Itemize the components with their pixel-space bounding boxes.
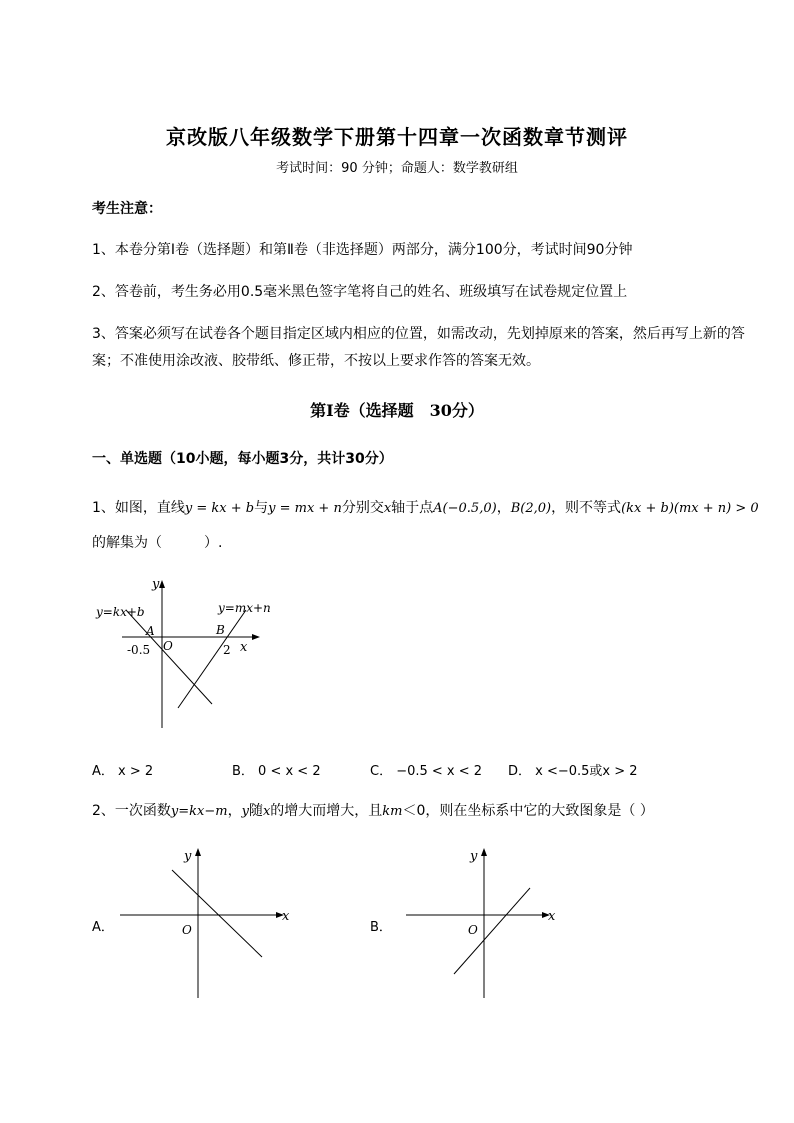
- q1-two-label: 2: [223, 643, 231, 657]
- q1-mid2: 分别交: [341, 500, 384, 516]
- q1-inequality: (kx + b)(mx + n) > 0: [621, 501, 759, 516]
- q1-point-a: A(−0.5,0): [433, 501, 497, 516]
- q1-option-c: C． −0.5 < x < 2: [370, 764, 483, 779]
- q1-x-arrow: [252, 634, 260, 640]
- q2a-y-label: y: [184, 849, 192, 864]
- q1-xvar: x: [383, 501, 392, 516]
- q1-option-b: B． 0 < x < 2: [232, 764, 321, 779]
- q1-eq1: y = kx + b: [184, 501, 255, 516]
- q2-prefix: 2、一次函数: [92, 803, 171, 819]
- q1-line-mxn: [178, 610, 246, 708]
- notice-item-2: 2、答卷前，考生务必用0.5毫米黑色签字笔将自己的姓名、班级填写在试卷规定位置上: [92, 284, 628, 300]
- q2-xvar: x: [262, 804, 271, 819]
- q2-graph-b: [398, 842, 588, 1002]
- q2b-line: [454, 888, 530, 974]
- q1-line2-label: y=mx+n: [218, 601, 271, 615]
- q1-point-b-label: B: [216, 623, 225, 637]
- q2-mid3: 的增大而增大，且: [270, 803, 383, 819]
- part-heading: 一、单选题（10小题，每小题3分，共计30分）: [92, 451, 393, 467]
- q2b-origin-label: O: [468, 923, 478, 937]
- q2b-x-label: x: [548, 909, 556, 924]
- q2-mid2: 随: [248, 803, 263, 819]
- q1-line-kxb: [126, 610, 212, 704]
- exam-info: 考试时间：90 分钟；命题人：数学教研组: [276, 161, 518, 176]
- section-title: 第I卷（选择题 30分）: [310, 401, 484, 420]
- q2-yvar: y: [241, 804, 249, 819]
- q1-point-b: B(2,0): [510, 501, 552, 516]
- q1-graph: [90, 572, 290, 732]
- q2a-x-label: x: [282, 909, 290, 924]
- q2-mid1: ，: [227, 803, 242, 819]
- q2-cond: km: [382, 804, 403, 819]
- q1-option-d: D． x <−0.5或x > 2: [508, 764, 638, 779]
- q1-y-label: y: [152, 577, 160, 592]
- question-1: [92, 495, 759, 522]
- q2a-y-arrow: [195, 848, 201, 856]
- q1-origin-label: O: [163, 639, 173, 653]
- q1-eq2: y = mx + n: [268, 501, 342, 516]
- q1-x-label: x: [240, 640, 248, 655]
- question-2: [92, 798, 752, 825]
- q1-mid3: 轴于点: [391, 500, 434, 516]
- q1-line1-label: y=kx+b: [96, 605, 145, 619]
- q1-line2: 的解集为（ ）.: [92, 535, 223, 551]
- q1-sep: ，: [496, 500, 511, 516]
- q1-neg-half-label: -0.5: [127, 643, 151, 657]
- q2-graph-a: [112, 842, 302, 1002]
- q2-option-b-label: B．: [370, 920, 392, 935]
- q1-option-a: A． x > 2: [92, 764, 154, 779]
- q2b-y-arrow: [481, 848, 487, 856]
- q2-eq: y=kx−m: [170, 804, 228, 819]
- page-title: 京改版八年级数学下册第十四章一次函数章节测评: [166, 125, 628, 149]
- q2-suffix: ＜0，则在坐标系中它的大致图象是（ ）: [402, 803, 654, 819]
- q2b-y-label: y: [470, 849, 478, 864]
- notice-heading: 考生注意：: [92, 201, 162, 217]
- notice-item-3: 3、答案必须写在试卷各个题目指定区域内相应的位置，如需改动，先划掉原来的答案，然后再写上新的答案；不准使用涂改液、胶带纸、修正带，不按以上要求作答的答案无效。: [92, 326, 745, 369]
- q1-mid1: 与: [254, 500, 269, 516]
- q2-option-a-label: A．: [92, 920, 114, 935]
- q2a-line: [172, 870, 262, 957]
- q1-prefix: 1、如图，直线: [92, 500, 185, 516]
- q2a-origin-label: O: [182, 923, 192, 937]
- q1-mid4: ，则不等式: [551, 500, 622, 516]
- q1-y-arrow: [159, 580, 165, 588]
- notice-item-1: 1、本卷分第I卷（选择题）和第Ⅱ卷（非选择题）两部分，满分100分，考试时间90分钟: [92, 242, 633, 258]
- q1-point-a-label: A: [146, 624, 155, 638]
